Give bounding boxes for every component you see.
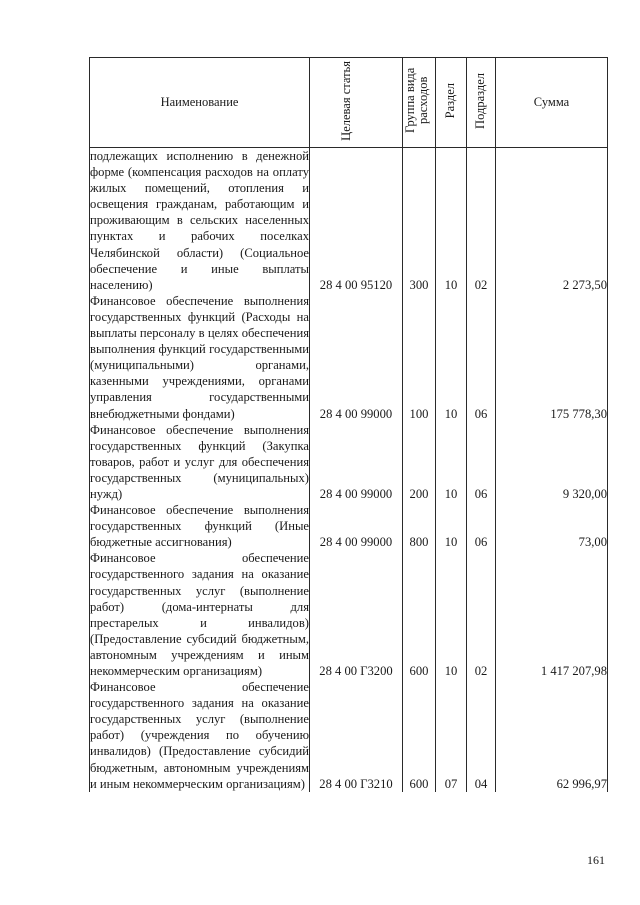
header-group-label: Группа вида расходов: [403, 67, 431, 134]
row-subsection: 06: [467, 422, 496, 502]
row-subsection: 02: [467, 550, 496, 679]
table-row: [90, 502, 608, 550]
row-name-text: подлежащих исполнению в денежной форме (компенсация расходов на оплату жилых помещений, отопления и освещения гражданам, работающим и проживающим в сельских населенных пунктах и рабочих поселках Челябинской области) (Социальное обеспечение и иные выплаты населению): [90, 149, 309, 292]
row-group: 200: [403, 422, 436, 502]
row-name-text: Финансовое обеспечение государственного задания на оказание государственных услуг (выполнение работ) (учреждения по обучению инвалидов) (Предоставление субсидий бюджетным, автономным учреждениям и иным некоммерческим организациям): [90, 680, 309, 791]
row-name-text: Финансовое обеспечение выполнения государственных функций (Закупка товаров, работ и услуг для обеспечения государственных (муниципальных) нужд): [90, 422, 309, 501]
row-name-text: Финансовое обеспечение выполнения государственных функций (Расходы на выплаты персоналу в целях обеспечения выполнения функций государственными (муниципальными) органами, казенными учреждениями, органами управления государственными внебюджетными фондами): [90, 293, 309, 421]
row-target: 28 4 00 95120: [310, 148, 403, 293]
page-number: 161: [587, 853, 605, 867]
row-section: 07: [436, 679, 467, 792]
header-section: [436, 58, 467, 148]
header-sum: Сумма: [496, 58, 608, 148]
row-subsection: 06: [467, 293, 496, 422]
row-group: 800: [403, 502, 436, 550]
table-header-row: [90, 58, 608, 148]
row-section: 10: [436, 550, 467, 679]
row-group: 600: [403, 679, 436, 792]
row-target: 28 4 00 99000: [310, 422, 403, 502]
header-target: [310, 58, 403, 148]
row-sum: 1 417 207,98: [496, 550, 608, 679]
row-section: 10: [436, 293, 467, 422]
row-sum: 2 273,50: [496, 148, 608, 293]
header-name: Наименование: [90, 58, 310, 148]
row-name: [90, 148, 310, 293]
row-target: 28 4 00 Г3210: [310, 679, 403, 792]
row-name: [90, 679, 310, 792]
header-subsection-label: Подраздел: [473, 72, 488, 129]
row-sum: 9 320,00: [496, 422, 608, 502]
row-section: 10: [436, 148, 467, 293]
table-row: [90, 422, 608, 502]
row-target: 28 4 00 Г3200: [310, 550, 403, 679]
table-row: [90, 148, 608, 293]
row-group: 100: [403, 293, 436, 422]
header-subsection: [467, 58, 496, 148]
row-subsection: 04: [467, 679, 496, 792]
row-target: 28 4 00 99000: [310, 502, 403, 550]
row-subsection: 06: [467, 502, 496, 550]
row-target: 28 4 00 99000: [310, 293, 403, 422]
table-row: [90, 293, 608, 422]
row-group: 600: [403, 550, 436, 679]
budget-table: [89, 57, 608, 792]
row-subsection: 02: [467, 148, 496, 293]
header-target-label: Целевая статья: [339, 60, 353, 141]
row-group: 300: [403, 148, 436, 293]
row-name-text: Финансовое обеспечение выполнения государственных функций (Иные бюджетные ассигнования): [90, 503, 309, 550]
table-row: [90, 550, 608, 679]
row-name-text: Финансовое обеспечение государственного задания на оказание государственных услуг (выполнение работ) (дома-интернаты для престарелых и инвалидов) (Предоставление субсидий бюджетным, автономным учреждениям и иным некоммерческим организациям): [90, 551, 309, 678]
row-section: 10: [436, 502, 467, 550]
row-name: [90, 293, 310, 422]
table-row: [90, 679, 608, 792]
row-sum: 175 778,30: [496, 293, 608, 422]
row-sum: 62 996,97: [496, 679, 608, 792]
row-section: 10: [436, 422, 467, 502]
row-sum: 73,00: [496, 502, 608, 550]
row-name: [90, 422, 310, 502]
row-name: [90, 550, 310, 679]
header-section-label: Раздел: [443, 82, 458, 119]
row-name: [90, 502, 310, 550]
header-group: [403, 58, 436, 148]
